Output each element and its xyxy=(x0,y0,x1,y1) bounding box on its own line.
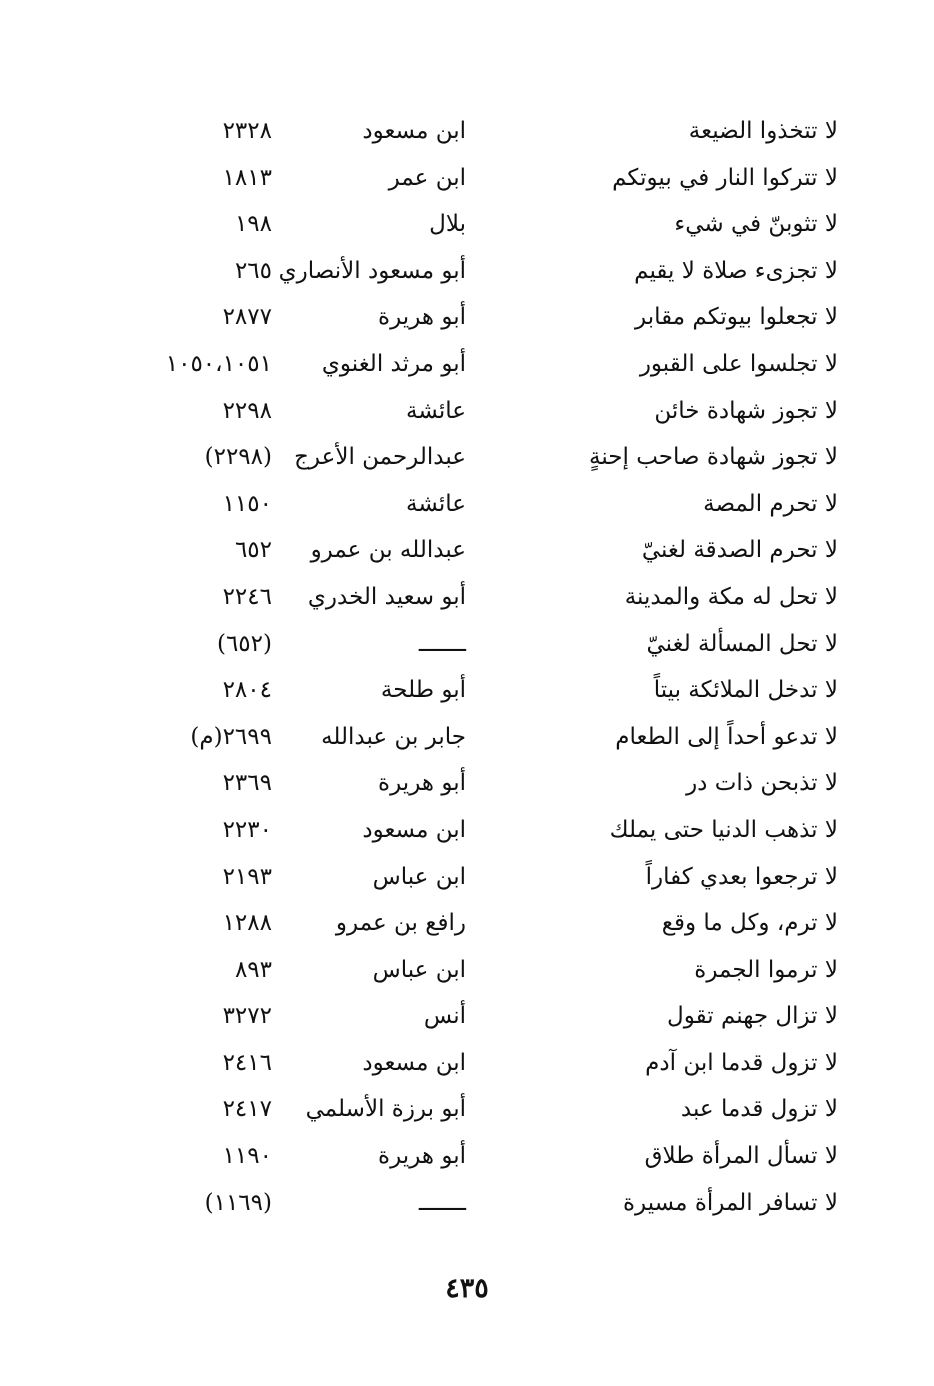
hadith-text: لا تجزىء صلاة لا يقيم xyxy=(634,257,838,284)
hadith-number: ٢٤١٦ xyxy=(222,1049,272,1076)
index-row xyxy=(0,854,934,901)
index-row xyxy=(0,108,934,155)
index-row xyxy=(0,1040,934,1087)
hadith-number: (٢٢٩٨) xyxy=(204,444,272,471)
hadith-number: ٢١٩٣ xyxy=(222,863,272,890)
narrator-name: رافع بن عمرو xyxy=(335,910,466,937)
hadith-index-list xyxy=(0,108,934,1226)
hadith-number: ٢٢٩٨ xyxy=(222,397,272,424)
hadith-number: ٢٤١٧ xyxy=(222,1096,272,1123)
hadith-number: ١١٥٠ xyxy=(222,490,272,517)
hadith-number: ٢٦٥ xyxy=(234,257,272,284)
index-row xyxy=(0,388,934,435)
index-row xyxy=(0,248,934,295)
index-row xyxy=(0,714,934,761)
index-row xyxy=(0,481,934,528)
hadith-text: لا تجلسوا على القبور xyxy=(639,350,838,377)
narrator-name: أبو سعيد الخدري xyxy=(307,583,466,610)
hadith-text: لا تدخل الملائكة بيتاً xyxy=(653,677,838,704)
narrator-name: ابن عباس xyxy=(372,956,466,983)
index-row xyxy=(0,294,934,341)
narrator-name: ابن مسعود xyxy=(362,1049,466,1076)
hadith-text: لا تحرم الصدقة لغنيّ xyxy=(641,537,838,564)
hadith-text: لا تسافر المرأة مسيرة xyxy=(622,1189,838,1216)
index-row xyxy=(0,993,934,1040)
narrator-name: ـــــــ xyxy=(418,630,466,657)
narrator-name: ابن عمر xyxy=(388,164,466,191)
hadith-text: لا تجعلوا بيوتكم مقابر xyxy=(635,304,838,331)
hadith-number: ٦٥٢ xyxy=(234,537,272,564)
index-row xyxy=(0,900,934,947)
narrator-name: ابن مسعود xyxy=(362,816,466,843)
hadith-text: لا تزول قدما ابن آدم xyxy=(645,1049,838,1076)
narrator-name: أبو مرثد الغنوي xyxy=(321,350,466,377)
narrator-name: بلال xyxy=(429,211,466,238)
hadith-text: لا تجوز شهادة صاحب إحنةٍ xyxy=(589,444,838,471)
hadith-text: لا ترموا الجمرة xyxy=(694,956,838,983)
hadith-text: لا تتركوا النار في بيوتكم xyxy=(612,164,838,191)
narrator-name: أنس xyxy=(423,1003,466,1030)
index-row xyxy=(0,1133,934,1180)
hadith-number: ١٠٥٠،١٠٥١ xyxy=(165,350,272,377)
index-row xyxy=(0,667,934,714)
index-row xyxy=(0,527,934,574)
hadith-number: ٢٨٧٧ xyxy=(222,304,272,331)
narrator-name: أبو برزة الأسلمي xyxy=(305,1096,466,1123)
narrator-name: عائشة xyxy=(406,490,466,517)
hadith-number: ٢٨٠٤ xyxy=(222,677,272,704)
narrator-name: جابر بن عبدالله xyxy=(321,723,466,750)
narrator-name: أبو هريرة xyxy=(378,770,466,797)
index-row xyxy=(0,434,934,481)
hadith-text: لا تجوز شهادة خائن xyxy=(654,397,838,424)
hadith-number: ٢٢٣٠ xyxy=(222,816,272,843)
narrator-name: أبو طلحة xyxy=(380,677,466,704)
hadith-number: ١٨١٣ xyxy=(222,164,272,191)
hadith-number: ٨٩٣ xyxy=(234,956,272,983)
index-row xyxy=(0,1180,934,1227)
index-row xyxy=(0,807,934,854)
narrator-name: أبو هريرة xyxy=(378,304,466,331)
hadith-number: ٢٣٢٨ xyxy=(222,118,272,144)
index-row xyxy=(0,760,934,807)
hadith-text: لا تزال جهنم تقول xyxy=(667,1003,838,1030)
narrator-name: ابن مسعود xyxy=(362,118,466,144)
hadith-text: لا تسأل المرأة طلاق xyxy=(644,1143,838,1170)
hadith-text: لا تحرم المصة xyxy=(703,490,838,517)
index-row xyxy=(0,341,934,388)
hadith-text: لا ترجعوا بعدي كفاراً xyxy=(645,863,838,890)
hadith-number: ٢٢٤٦ xyxy=(222,583,272,610)
hadith-text: لا تذهب الدنيا حتى يملك xyxy=(609,816,838,843)
hadith-number: ٣٢٧٢ xyxy=(222,1003,272,1030)
narrator-name: عبدالرحمن الأعرج xyxy=(294,444,466,471)
index-row xyxy=(0,201,934,248)
hadith-text: لا تذبحن ذات در xyxy=(686,770,838,797)
hadith-number: ١١٩٠ xyxy=(222,1143,272,1170)
narrator-name: ابن عباس xyxy=(372,863,466,890)
index-row xyxy=(0,947,934,994)
index-row xyxy=(0,574,934,621)
narrator-name: عبدالله بن عمرو xyxy=(310,537,466,564)
index-row xyxy=(0,621,934,668)
hadith-text: لا ترم، وكل ما وقع xyxy=(661,910,838,937)
index-row xyxy=(0,155,934,202)
hadith-text: لا تثوبنّ في شيء xyxy=(674,211,838,238)
hadith-number: ٢٦٩٩(م) xyxy=(190,723,272,750)
hadith-text: لا تحل له مكة والمدينة xyxy=(624,583,838,610)
narrator-name: أبو مسعود الأنصاري xyxy=(278,257,466,284)
index-row xyxy=(0,1086,934,1133)
hadith-text: لا تدعو أحداً إلى الطعام xyxy=(615,723,838,750)
hadith-text: لا تحل المسألة لغنيّ xyxy=(646,630,838,657)
hadith-number: ٢٣٦٩ xyxy=(222,770,272,797)
hadith-number: (٦٥٢) xyxy=(216,630,272,657)
hadith-number: ١٢٨٨ xyxy=(222,910,272,937)
page-number: ٤٣٥ xyxy=(445,1273,489,1304)
hadith-number: ١٩٨ xyxy=(234,211,272,238)
narrator-name: أبو هريرة xyxy=(378,1143,466,1170)
hadith-number: (١١٦٩) xyxy=(204,1189,272,1216)
hadith-text: لا تزول قدما عبد xyxy=(680,1096,838,1123)
narrator-name: ـــــــ xyxy=(418,1189,466,1216)
narrator-name: عائشة xyxy=(406,397,466,424)
hadith-text: لا تتخذوا الضيعة xyxy=(688,118,838,144)
